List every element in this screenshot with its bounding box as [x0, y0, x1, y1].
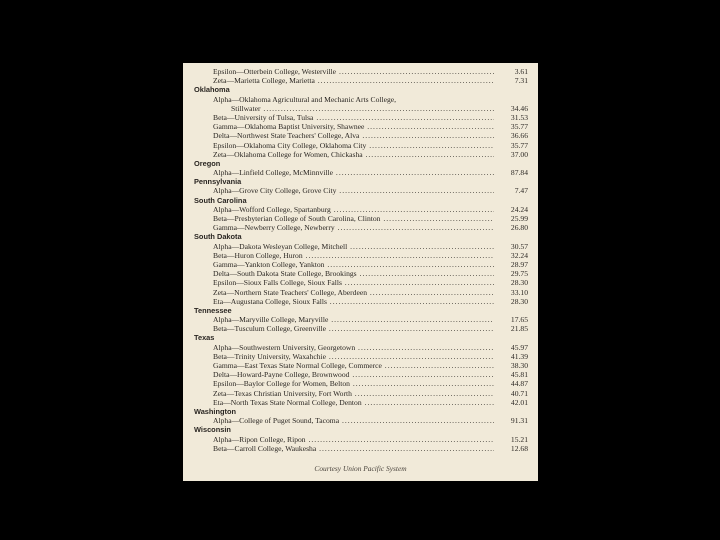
chapter-value: 36.66 — [496, 131, 528, 140]
chapter-value: 28.30 — [496, 278, 528, 287]
photo-credit: Courtesy Union Pacific System — [314, 464, 407, 473]
chapter-name: Alpha—Wofford College, Spartanburg ..... — [213, 205, 494, 214]
chapter-entry — [183, 370, 538, 379]
chapter-name: Zeta—Northern State Teachers' College, Aberdeen ..... — [213, 288, 494, 297]
chapter-entry — [183, 186, 538, 195]
chapter-name: Delta—Northwest State Teachers' College, Alva ..... — [213, 131, 494, 140]
chapter-value: 17.65 — [496, 315, 528, 324]
chapter-entry — [183, 205, 538, 214]
chapter-value: 12.68 — [496, 444, 528, 453]
chapter-name: Zeta—Marietta College, Marietta ..... — [213, 76, 494, 85]
chapter-value: 28.30 — [496, 297, 528, 306]
chapter-entry — [183, 251, 538, 260]
chapter-value: 21.85 — [496, 324, 528, 333]
state-heading: South Carolina — [194, 195, 247, 205]
chapter-value: 91.31 — [496, 416, 528, 425]
chapter-entry — [183, 141, 538, 150]
chapter-value: 15.21 — [496, 435, 528, 444]
chapter-value: 31.53 — [496, 113, 528, 122]
chapter-name: Eta—North Texas State Normal College, Denton ..... — [213, 398, 494, 407]
chapter-entry — [183, 67, 538, 76]
chapter-value: 29.75 — [496, 269, 528, 278]
chapter-value: 37.00 — [496, 150, 528, 159]
chapter-name: Alpha—Grove City College, Grove City ..... — [213, 186, 494, 195]
chapter-name: Delta—South Dakota State College, Brookings ..... — [213, 269, 494, 278]
chapter-name: Epsilon—Sioux Falls College, Sioux Falls ..... — [213, 278, 494, 287]
chapter-entry — [183, 104, 538, 113]
state-heading: South Dakota — [194, 232, 242, 242]
chapter-name: Alpha—Dakota Wesleyan College, Mitchell ..... — [213, 242, 494, 251]
chapter-entry — [183, 398, 538, 407]
chapter-name: Gamma—East Texas State Normal College, Commerce ..... — [213, 361, 494, 370]
chapter-value: 42.01 — [496, 398, 528, 407]
chapter-name: Alpha—College of Puget Sound, Tacoma ..... — [213, 416, 494, 425]
chapter-name: Beta—University of Tulsa, Tulsa ..... — [213, 113, 494, 122]
chapter-entry — [183, 352, 538, 361]
chapter-entry — [183, 416, 538, 425]
chapter-value: 45.81 — [496, 370, 528, 379]
chapter-value: 3.61 — [496, 67, 528, 76]
chapter-name: Alpha—Maryville College, Maryville ..... — [213, 315, 494, 324]
chapter-name: Beta—Presbyterian College of South Carolina, Clinton ..... — [213, 214, 494, 223]
state-heading: Tennessee — [194, 305, 232, 315]
state-heading: Washington — [194, 406, 237, 416]
chapter-value: 7.31 — [496, 76, 528, 85]
chapter-entry — [183, 361, 538, 370]
chapter-entry — [183, 315, 538, 324]
state-heading: Wisconsin — [194, 425, 231, 435]
chapter-entry — [183, 242, 538, 251]
document-page — [183, 63, 538, 481]
chapter-value: 34.46 — [496, 104, 528, 113]
chapter-name: Gamma—Oklahoma Baptist University, Shawnee ..... — [213, 122, 494, 131]
chapter-list — [183, 67, 538, 453]
chapter-name: Epsilon—Oklahoma City College, Oklahoma City ..... — [213, 141, 494, 150]
chapter-name: Zeta—Oklahoma College for Women, Chickasha ..... — [213, 150, 494, 159]
chapter-entry — [183, 76, 538, 85]
chapter-name: Zeta—Texas Christian University, Fort Worth ..... — [213, 389, 494, 398]
chapter-entry — [183, 297, 538, 306]
chapter-entry — [183, 131, 538, 140]
chapter-value: 32.24 — [496, 251, 528, 260]
chapter-name: Alpha—Ripon College, Ripon ..... — [213, 435, 494, 444]
chapter-name: Delta—Howard-Payne College, Brownwood ..... — [213, 370, 494, 379]
chapter-entry — [183, 269, 538, 278]
chapter-name: Stillwater ..... — [231, 104, 494, 113]
chapter-name: Gamma—Newberry College, Newberry ..... — [213, 223, 494, 232]
chapter-name: Gamma—Yankton College, Yankton ..... — [213, 260, 494, 269]
chapter-value: 35.77 — [496, 122, 528, 131]
chapter-entry — [183, 95, 538, 104]
chapter-entry — [183, 168, 538, 177]
chapter-entry — [183, 324, 538, 333]
chapter-value: 30.57 — [496, 242, 528, 251]
chapter-name: Beta—Carroll College, Waukesha ..... — [213, 444, 494, 453]
chapter-name: Eta—Augustana College, Sioux Falls ..... — [213, 297, 494, 306]
chapter-value: 38.30 — [496, 361, 528, 370]
chapter-value: 40.71 — [496, 389, 528, 398]
chapter-value: 45.97 — [496, 343, 528, 352]
chapter-name: Beta—Trinity University, Waxahchie ..... — [213, 352, 494, 361]
chapter-value: 7.47 — [496, 186, 528, 195]
chapter-name: Beta—Tusculum College, Greenville ..... — [213, 324, 494, 333]
chapter-entry — [183, 150, 538, 159]
chapter-name: Beta—Huron College, Huron ..... — [213, 251, 494, 260]
chapter-name: Alpha—Linfield College, McMinnville ..... — [213, 168, 494, 177]
chapter-name: Alpha—Southwestern University, Georgetown ..... — [213, 343, 494, 352]
chapter-value: 25.99 — [496, 214, 528, 223]
chapter-entry — [183, 288, 538, 297]
chapter-value: 33.10 — [496, 288, 528, 297]
chapter-entry — [183, 379, 538, 388]
chapter-entry — [183, 389, 538, 398]
chapter-entry — [183, 113, 538, 122]
chapter-entry — [183, 260, 538, 269]
state-heading: Oregon — [194, 158, 221, 168]
chapter-value: 41.39 — [496, 352, 528, 361]
chapter-entry — [183, 444, 538, 453]
state-heading: Pennsylvania — [194, 177, 242, 187]
chapter-value: 24.24 — [496, 205, 528, 214]
chapter-value: 35.77 — [496, 141, 528, 150]
chapter-value: 44.87 — [496, 379, 528, 388]
state-heading: Texas — [194, 333, 215, 343]
chapter-entry — [183, 214, 538, 223]
state-heading: Oklahoma — [194, 85, 230, 95]
chapter-name: Alpha—Oklahoma Agricultural and Mechanic Arts College, — [213, 94, 397, 104]
chapter-value: 87.84 — [496, 168, 528, 177]
chapter-entry — [183, 278, 538, 287]
chapter-entry — [183, 223, 538, 232]
chapter-entry — [183, 122, 538, 131]
chapter-value: 28.97 — [496, 260, 528, 269]
chapter-entry — [183, 343, 538, 352]
chapter-value: 26.80 — [496, 223, 528, 232]
chapter-name: Epsilon—Baylor College for Women, Belton ..... — [213, 379, 494, 388]
chapter-name: Epsilon—Otterbein College, Westerville ..... — [213, 67, 494, 76]
chapter-entry — [183, 435, 538, 444]
